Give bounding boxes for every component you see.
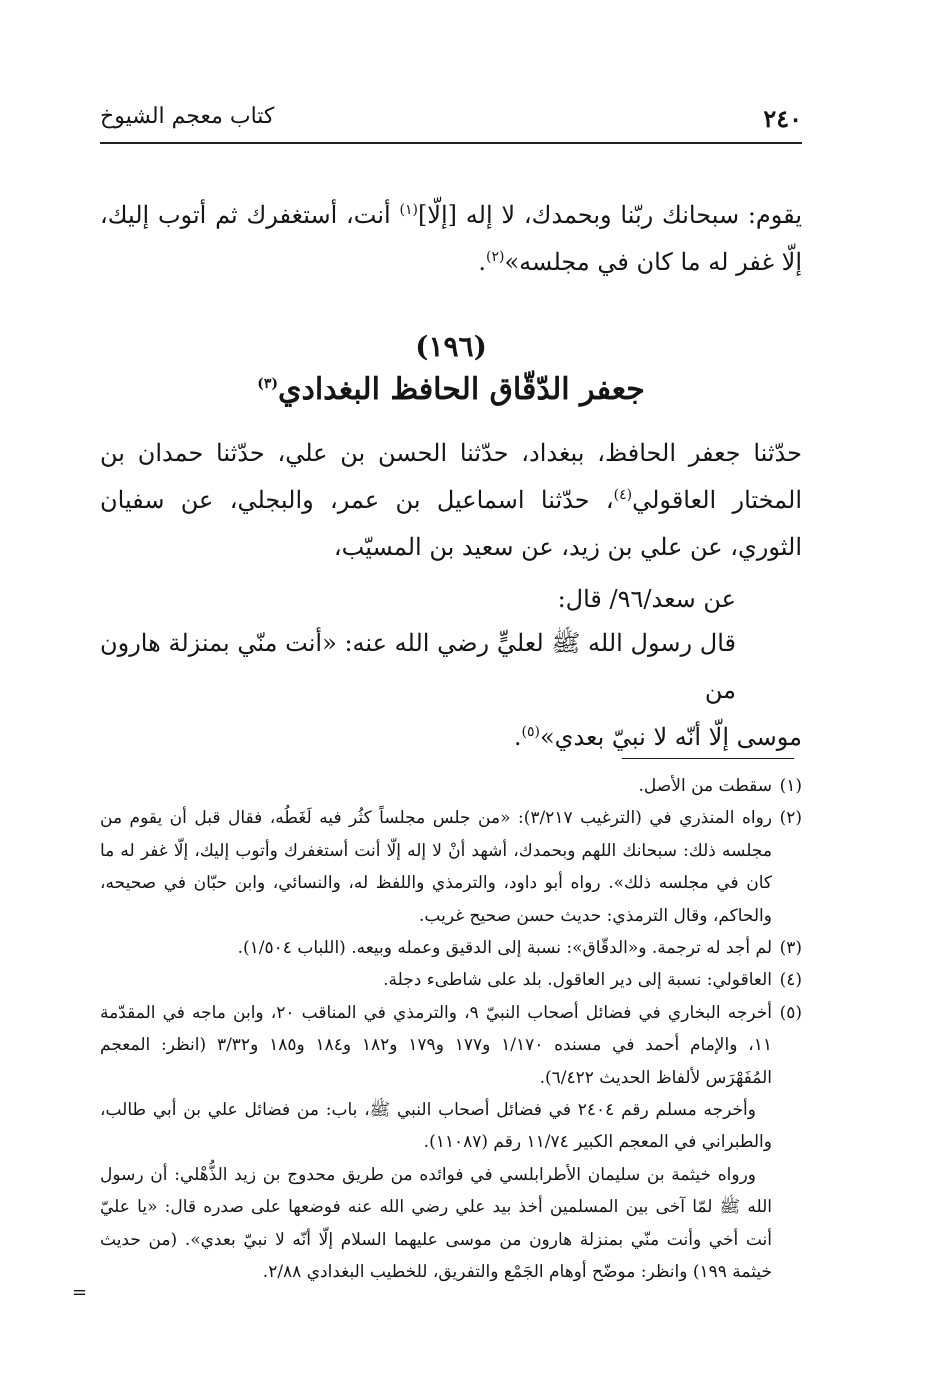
note-ref-4: (٤) xyxy=(613,487,633,503)
hadith-line-2 xyxy=(100,714,802,761)
footnote-text: لم أجد له ترجمة. و«الدقّاق»: نسبة إلى الدقيق وعمله وبيعه. (اللباب ١/٥٠٤). xyxy=(237,938,772,959)
hadith-text-b: موسى إلّا أنّه لا نبيّ بعدي» xyxy=(539,723,802,751)
footnote-mark: (٣) xyxy=(779,938,802,959)
footnote-continuation: وأخرجه مسلم رقم ٢٤٠٤ في فضائل أصحاب النبي ﷺ، باب: من فضائل علي بن أبي طالب، والطبراني في المعجم الكبير ١١/٧٤ رقم (١١٠٨٧). xyxy=(100,1100,772,1153)
book-title: كتاب معجم الشيوخ xyxy=(100,104,275,129)
chain-end: عن سعد/٩٦/ قال: xyxy=(557,585,736,613)
hadith-text-a: قال رسول الله ﷺ لعليٍّ رضي الله عنه: «أنت منّي بمنزلة هارون من xyxy=(100,629,736,704)
footnote xyxy=(100,997,802,1094)
footnote xyxy=(100,802,802,932)
continuation-marker: = xyxy=(72,1282,88,1303)
hadith-text-c: . xyxy=(513,723,522,751)
continuation-text-b: أنت، أستغفرك ثم أتوب إليك، إلّا غفر له ما كان في مجلسه» xyxy=(100,201,802,276)
entry-number: (١٩٦) xyxy=(415,330,487,363)
footnote-text: أخرجه البخاري في فضائل أصحاب النبيّ ٩، والترمذي في المناقب ٢٠، وابن ماجه في المقدّمة ١١، والإمام أحمد في مسنده ١/١٧٠ و١٧٧ و١٧٩ و١٨٢ و١٨٤ و١٨٥ و٣/٣٢ (انظر: المعجم المُفَهْرَس لألفاظ الحديث ٦/٤٢٢). xyxy=(100,1002,772,1088)
continuation-paragraph xyxy=(100,192,802,286)
hadith-paragraph xyxy=(100,620,802,761)
footnote-text: سقطت من الأصل. xyxy=(638,776,772,796)
footnote-separator xyxy=(622,758,794,759)
header-rule xyxy=(100,142,802,144)
isnad-text-a: حدّثنا جعفر الحافظ، ببغداد، حدّثنا الحسن بن علي، حدّثنا حمدان بن المختار العاقولي xyxy=(100,439,802,514)
note-ref-2: (٢) xyxy=(486,249,505,265)
continuation-text-c: . xyxy=(478,248,487,276)
entry-title xyxy=(100,372,802,407)
footnote-mark: (٥) xyxy=(779,1002,802,1023)
entry-title-text: جعفر الدّقّاق الحافظ البغدادي xyxy=(277,372,645,407)
footnote-mark: (١) xyxy=(779,776,802,796)
running-header xyxy=(100,104,802,138)
footnote-continuation: ورواه خيثمة بن سليمان الأطرابلسي في فوائده من طريق محدوج بن زيد الذُّهْلي: أن رسول الله ﷺ لمّا آخى بين المسلمين أخذ بيد علي رضي الله عنه فوضعها على صدره قال: «يا عليّ أنت أخي وأنت منّي بمنزلة هارون من موسى عليهما السلام إلّا أنّه لا نبيّ بعدي». (من حديث خيثمة ١٩٩) وانظر: موضّح أوهام الجَمْع والتفريق، للخطيب البغدادي ٢/٨٨. xyxy=(100,1164,772,1283)
continuation-text-a: يقوم: سبحانك ربّنا وبحمدك، لا إله [إلّا] xyxy=(417,201,802,229)
footnote xyxy=(100,964,802,996)
footnote-mark: (٢) xyxy=(779,808,802,829)
footnote-text: العاقولي: نسبة إلى دير العاقول. بلد على شاطىء دجلة. xyxy=(383,970,772,991)
footnote xyxy=(100,932,802,964)
note-ref-5: (٥) xyxy=(521,724,540,740)
footnote xyxy=(100,770,802,802)
page-number: ٢٤٠ xyxy=(763,104,802,133)
note-ref-1: (١) xyxy=(399,202,418,218)
isnad-paragraph xyxy=(100,430,802,571)
footnote-text: رواه المنذري في (الترغيب ٣/٢١٧): «من جلس مجلساً كثُر فيه لَغَطُه، فقال قبل أن يقوم من مجلسه ذلك: سبحانك اللهم وبحمدك، أشهد أنْ لا إله إلّا أنت أستغفرك وأتوب إليك، إلّا غفر له ما كان في مجلسه ذلك». رواه أبو داود، والترمذي واللفظ له، والنسائي، وابن حبّان في صحيحه، والحاكم، وقال الترمذي: حديث حسن صحيح غريب. xyxy=(100,808,772,926)
note-ref-3: (٣) xyxy=(257,376,278,392)
footnote-mark: (٤) xyxy=(779,970,802,991)
isnad-text-b: ، حدّثنا اسماعيل بن عمر، والبجلي، عن سفيان الثوري، عن علي بن زيد، عن سعيد بن المسيّب، xyxy=(100,486,802,561)
footnotes xyxy=(100,770,802,1289)
